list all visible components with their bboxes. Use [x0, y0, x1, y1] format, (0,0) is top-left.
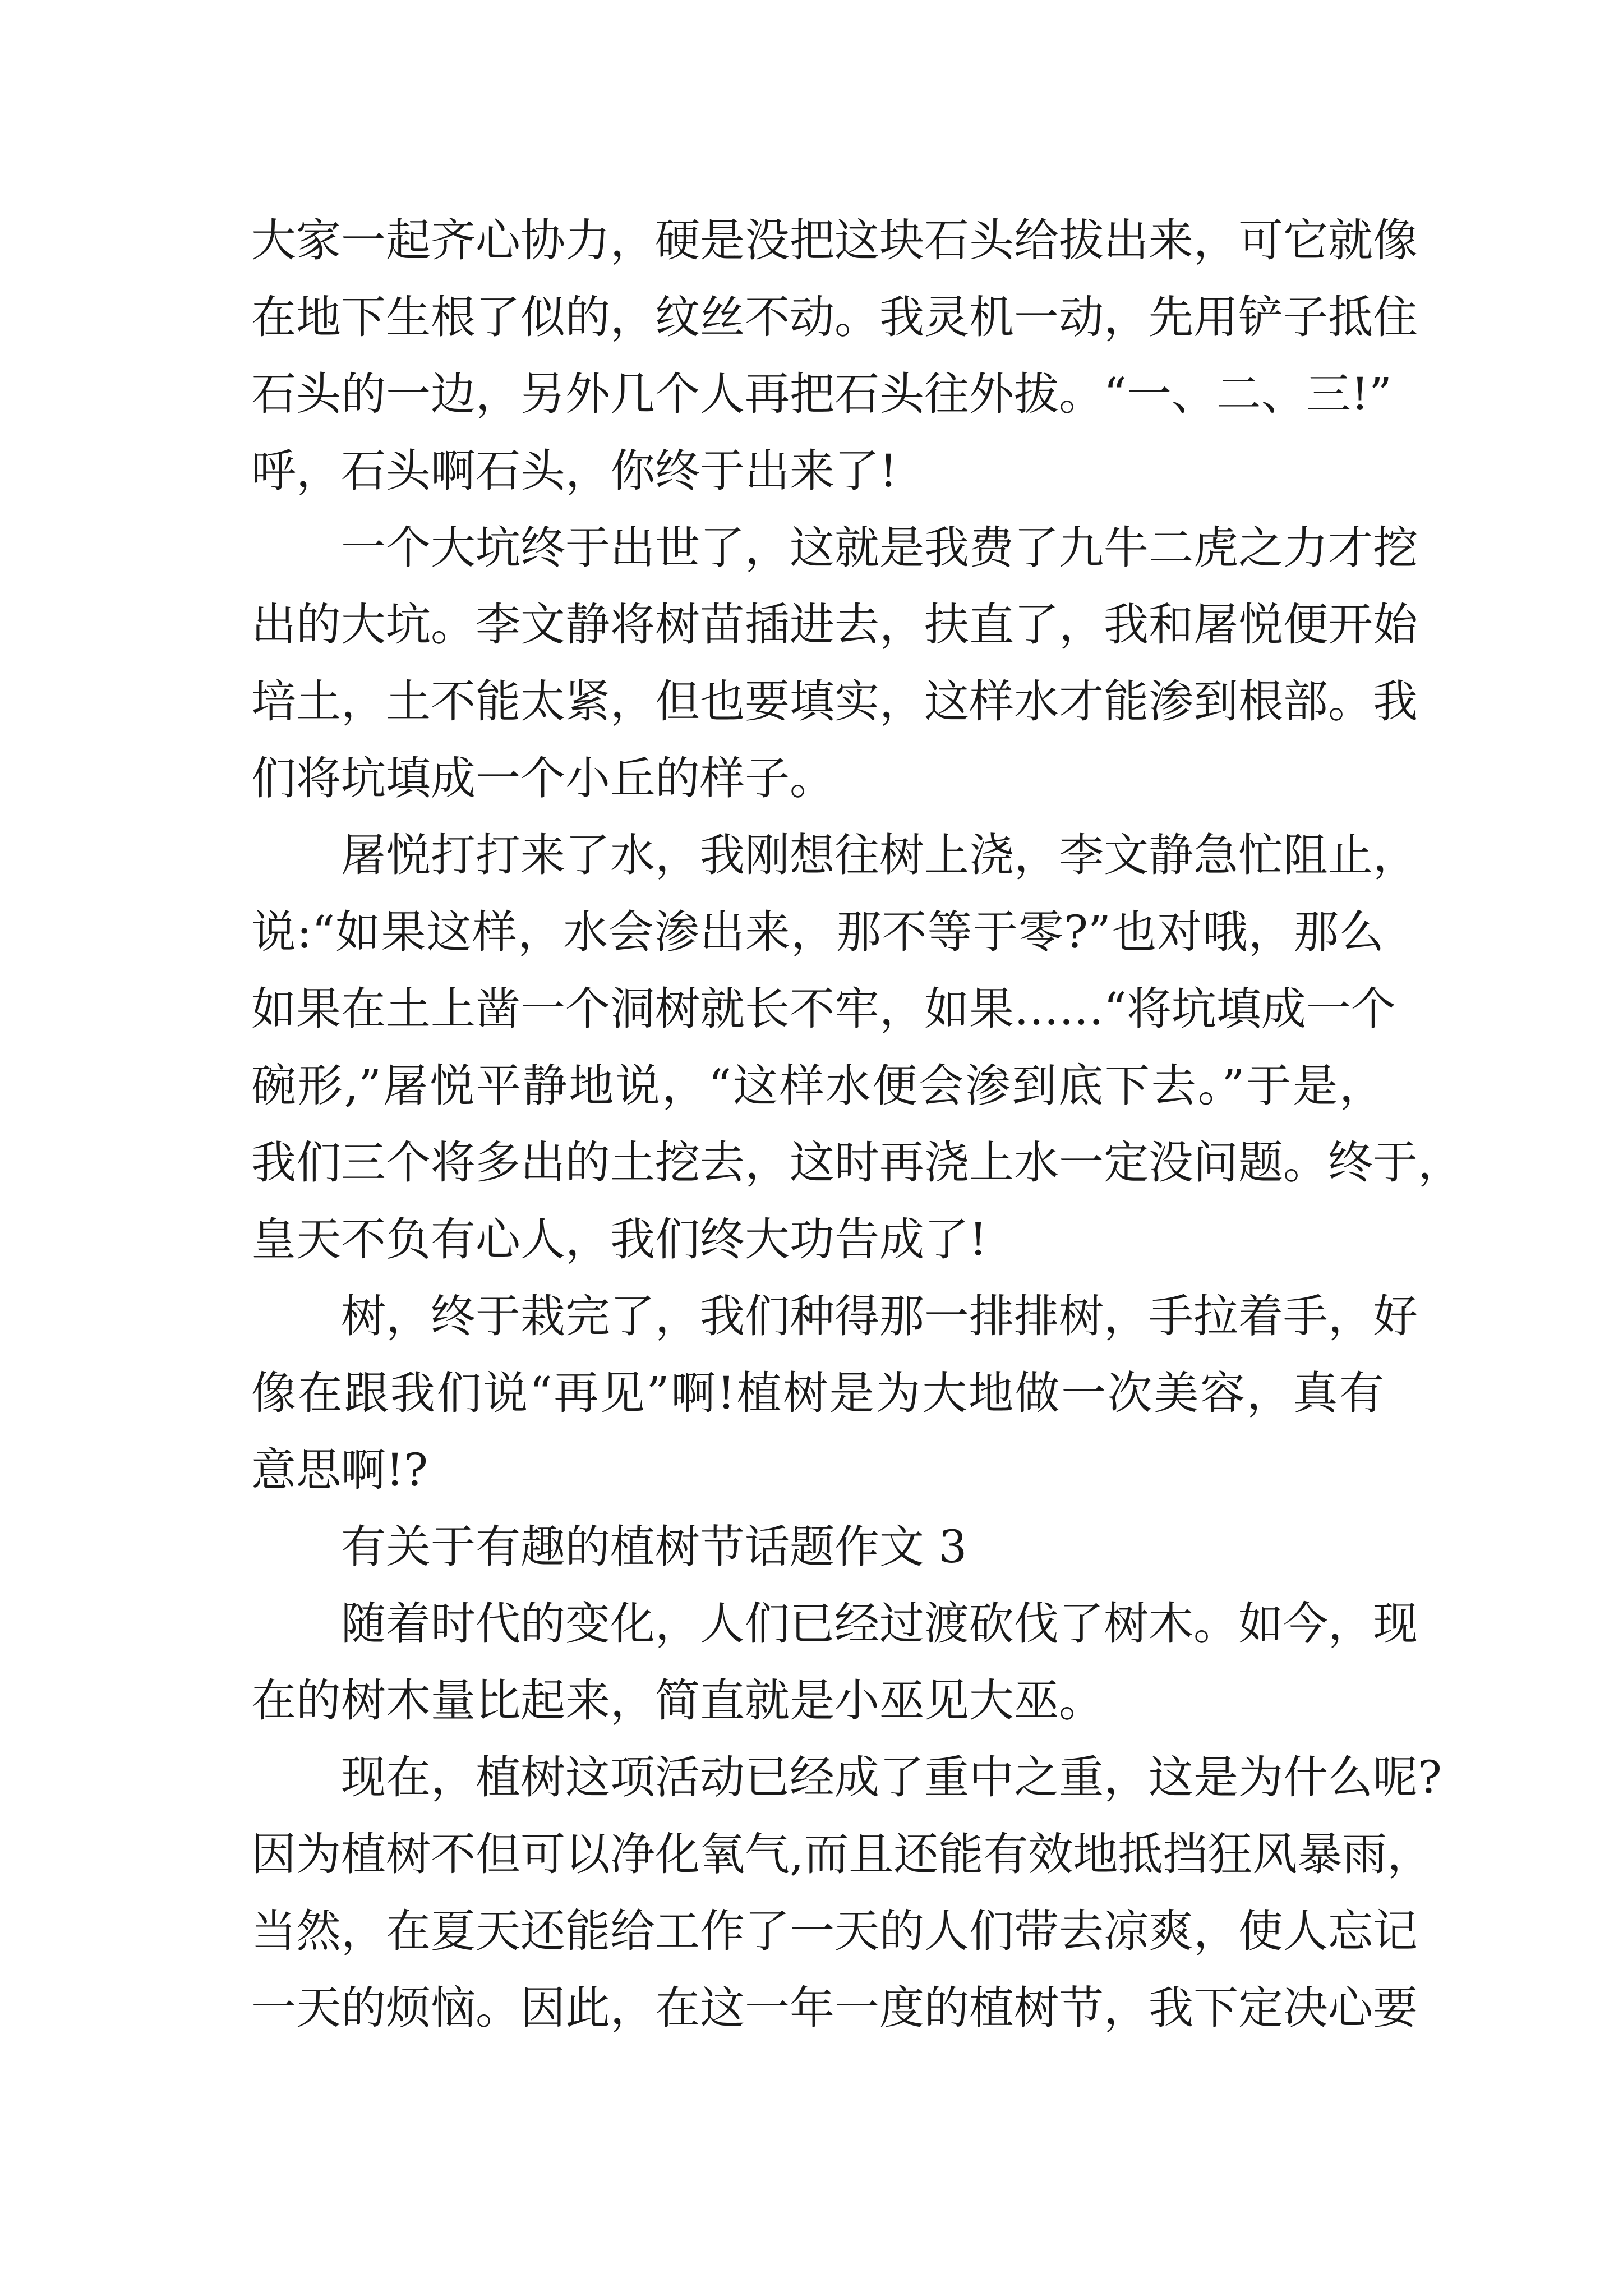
text-line: 们将坑填成一个小丘的样子。: [251, 752, 834, 804]
text-line: 呼，石头啊石头，你终于出来了!: [251, 445, 898, 497]
text-line: 如果在土上凿一个洞树就长不牢，如果……“将坑填成一个: [251, 983, 1396, 1035]
text-line: 随着时代的变化，人们已经过渡砍伐了树木。如今，现: [341, 1598, 1418, 1650]
text-line: 大家一起齐心协力，硬是没把这块石头给拔出来，可它就像: [251, 214, 1418, 266]
text-line: 因为植树不但可以净化氧气,而且还能有效地抵挡狂风暴雨，: [251, 1828, 1432, 1880]
text-line: 碗形,”屠悦平静地说，“这样水便会渗到底下去。”于是，: [251, 1060, 1384, 1112]
text-line: 在的树木量比起来，简直就是小巫见大巫。: [251, 1674, 1104, 1727]
text-line: 当然，在夏天还能给工作了一天的人们带去凉爽，使人忘记: [251, 1905, 1418, 1957]
text-line: 皇天不负有心人，我们终大功告成了!: [251, 1213, 988, 1266]
text-line: 一个大坑终于出世了，这就是我费了九牛二虎之力才挖: [341, 522, 1418, 574]
text-line: 像在跟我们说“再见”啊!植树是为大地做一次美容，真有: [251, 1367, 1384, 1419]
text-line: 屠悦打打来了水，我刚想往树上浇，李文静急忙阻止，: [341, 829, 1418, 881]
text-line: 我们三个将多出的土挖去，这时再浇上水一定没问题。终于，: [251, 1137, 1463, 1189]
text-line: 一天的烦恼。因此，在这一年一度的植树节，我下定决心要: [251, 1982, 1418, 2034]
text-line: 意思啊!?: [251, 1444, 428, 1496]
text-line: 石头的一边，另外几个人再把石头往外拔。“一、二、三!”: [251, 368, 1392, 420]
text-line: 树，终于栽完了，我们种得那一排排树，手拉着手，好: [341, 1290, 1418, 1342]
text-line: 培土，土不能太紧，但也要填实，这样水才能渗到根部。我: [251, 675, 1418, 728]
text-line: 有关于有趣的植树节话题作文 3: [341, 1521, 967, 1573]
text-line: 在地下生根了似的，纹丝不动。我灵机一动，先用铲子抵住: [251, 291, 1418, 343]
text-line: 出的大坑。李文静将树苗插进去，扶直了，我和屠悦便开始: [251, 599, 1418, 651]
text-line: 说:“如果这样，水会渗出来，那不等于零?”也对哦，那么: [251, 906, 1384, 958]
text-line: 现在，植树这项活动已经成了重中之重，这是为什么呢?: [341, 1751, 1442, 1803]
document-body: [251, 202, 1463, 2046]
